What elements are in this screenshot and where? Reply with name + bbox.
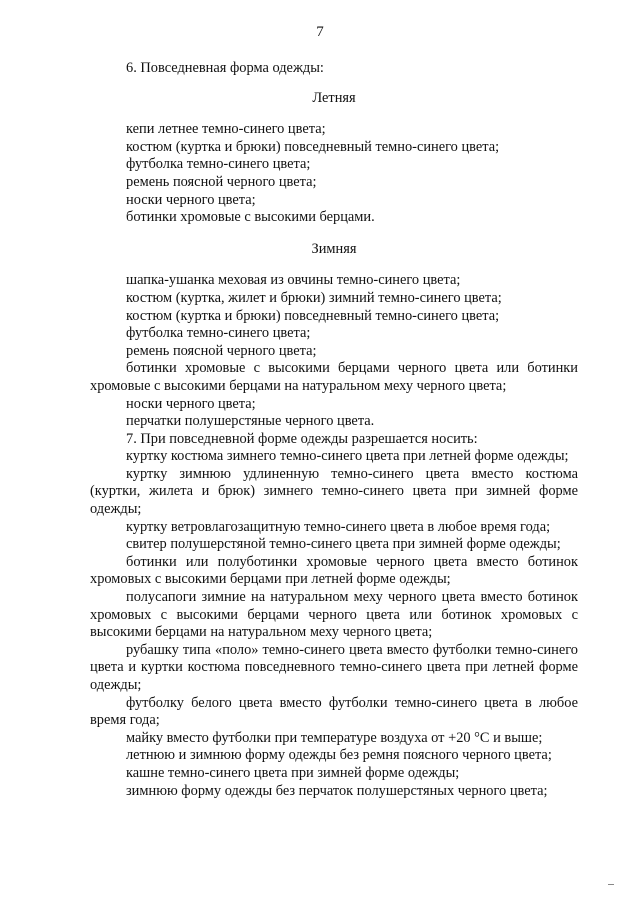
summer-item: носки черного цвета; bbox=[126, 191, 256, 208]
section-7-heading: 7. При повседневной форме одежды разрешается носить: bbox=[126, 430, 478, 447]
allowed-item: свитер полушерстяной темно-синего цвета при зимней форме одежды; bbox=[126, 536, 561, 553]
winter-item: футболка темно-синего цвета; bbox=[126, 325, 311, 342]
winter-subheading: Зимняя bbox=[311, 240, 357, 257]
page-number: 7 bbox=[316, 24, 324, 40]
allowed-item: кашне темно-синего цвета при зимней форме одежды; bbox=[126, 764, 460, 781]
scan-mark bbox=[608, 884, 614, 885]
summer-item: ремень поясной черного цвета; bbox=[126, 173, 317, 190]
allowed-item: футболку белого цвета вместо футболки темно-синего цвета в любое время года; bbox=[90, 694, 578, 729]
winter-item: носки черного цвета; bbox=[126, 395, 256, 412]
allowed-item: рубашку типа «поло» темно-синего цвета вместо футболки темно-синего цвета и куртки костюма повседневного темно-синего цвета при летней форме одежды; bbox=[90, 641, 578, 693]
winter-item: костюм (куртка, жилет и брюки) зимний темно-синего цвета; bbox=[126, 289, 502, 306]
summer-items-list bbox=[90, 121, 578, 227]
winter-item: перчатки полушерстяные черного цвета. bbox=[126, 413, 375, 430]
section-6-heading: 6. Повседневная форма одежды: bbox=[126, 60, 324, 76]
summer-subheading: Летняя bbox=[312, 89, 356, 106]
allowed-item: летнюю и зимнюю форму одежды без ремня поясного черного цвета; bbox=[126, 747, 552, 764]
winter-items-list bbox=[90, 272, 578, 430]
summer-item: костюм (куртка и брюки) повседневный темно-синего цвета; bbox=[126, 138, 500, 155]
summer-item: кепи летнее темно-синего цвета; bbox=[126, 121, 326, 138]
winter-item: ремень поясной черного цвета; bbox=[126, 342, 317, 359]
allowed-item: зимнюю форму одежды без перчаток полушерстяных черного цвета; bbox=[126, 782, 548, 799]
winter-item: костюм (куртка и брюки) повседневный темно-синего цвета; bbox=[126, 307, 500, 324]
allowed-item: куртку ветровлагозащитную темно-синего цвета в любое время года; bbox=[126, 518, 551, 535]
winter-item: шапка-ушанка меховая из овчины темно-синего цвета; bbox=[126, 272, 461, 289]
summer-item: ботинки хромовые с высокими берцами. bbox=[126, 209, 375, 226]
summer-item: футболка темно-синего цвета; bbox=[126, 156, 311, 173]
document-body bbox=[90, 60, 578, 800]
allowed-item: полусапоги зимние на натуральном меху черного цвета вместо ботинок хромовых с высокими берцами черного цвета или ботинок хромовых с высокими берцами на натуральном меху черного цвета; bbox=[90, 589, 578, 641]
allowed-item: ботинки или полуботинки хромовые черного цвета вместо ботинок хромовых с высокими берцами при летней форме одежды; bbox=[90, 553, 578, 588]
section-7-items-list bbox=[90, 448, 578, 800]
allowed-item: майку вместо футболки при температуре воздуха от +20 °С и выше; bbox=[126, 729, 543, 746]
allowed-item: куртку зимнюю удлиненную темно-синего цвета вместо костюма (куртки, жилета и брюк) зимнего темно-синего цвета при зимней форме одежды; bbox=[90, 465, 578, 518]
winter-item: ботинки хромовые с высокими берцами черного цвета или ботинки хромовые с высокими берцами на натуральном меху черного цвета; bbox=[90, 360, 578, 394]
allowed-item: куртку костюма зимнего темно-синего цвета при летней форме одежды; bbox=[126, 448, 569, 465]
